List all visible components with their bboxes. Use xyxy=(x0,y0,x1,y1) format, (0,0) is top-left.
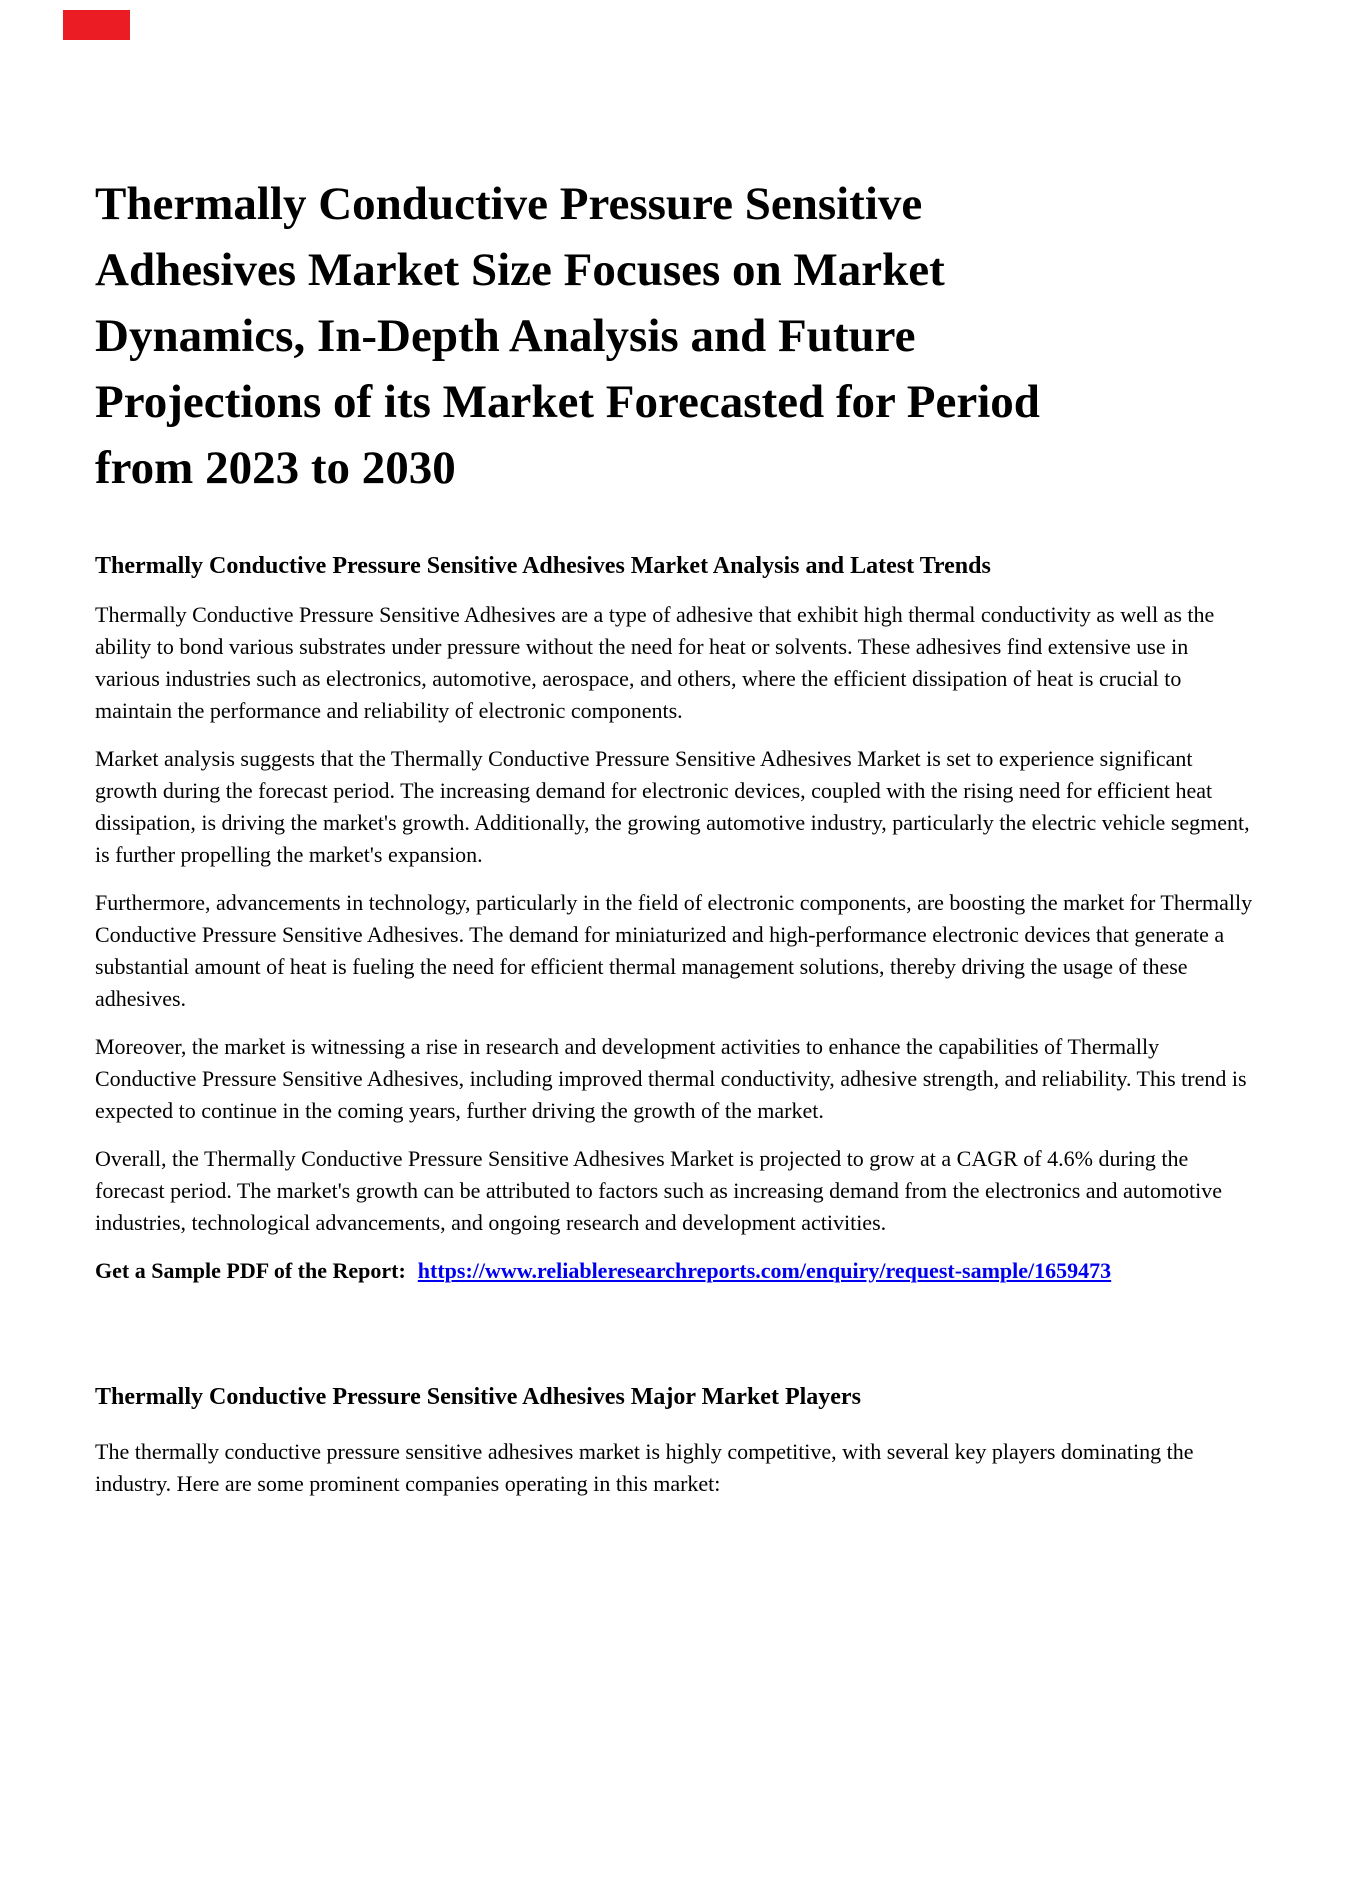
paragraph-cagr-growth: Overall, the Thermally Conductive Pressure Sensitive Adhesives Market is projected to grow at a CAGR of 4.6% during the forecast period. The market's growth can be attributed to factors such as increasing demand from the electronics and automotive industries, technological advancements, and ongoing research and development activities. xyxy=(95,1146,1222,1235)
section-heading-analysis-trends: Thermally Conductive Pressure Sensitive Adhesives Market Analysis and Latest Trends xyxy=(95,553,991,579)
paragraph-technology-advancements: Furthermore, advancements in technology, particularly in the field of electronic components, are boosting the market for Thermally Conductive Pressure Sensitive Adhesives. The demand for miniaturized and high-performance electronic devices that generate a substantial amount of heat is fueling the need for efficient thermal management solutions, thereby driving the usage of these adhesives. xyxy=(95,890,1253,1011)
paragraph-market-analysis: Market analysis suggests that the Thermally Conductive Pressure Sensitive Adhesives Market is set to experience significant growth during the forecast period. The increasing demand for electronic devices, coupled with the rising need for efficient heat dissipation, is driving the market's growth. Additionally, the growing automotive industry, particularly the electric vehicle segment, is further propelling the market's expansion. xyxy=(95,746,1250,867)
section-heading-major-market-players: Thermally Conductive Pressure Sensitive Adhesives Major Market Players xyxy=(95,1384,861,1410)
paragraph-market-players: The thermally conductive pressure sensitive adhesives market is highly competitive, with several key players dominating the industry. Here are some prominent companies operating in this market: xyxy=(95,1439,1194,1496)
sample-report-cta xyxy=(95,1255,1255,1287)
page-title xyxy=(95,171,1255,501)
sample-report-label: Get a Sample PDF of the Report: xyxy=(95,1258,406,1283)
paragraph-overview: Thermally Conductive Pressure Sensitive Adhesives are a type of adhesive that exhibit high thermal conductivity as well as the ability to bond various substrates under pressure without the need for heat or solvents. These adhesives find extensive use in various industries such as electronics, automotive, aerospace, and others, where the efficient dissipation of heat is crucial to maintain the performance and reliability of electronic components. xyxy=(95,602,1215,723)
page-title-line: Projections of its Market Forecasted for Period xyxy=(95,376,1040,428)
page-title-line: Dynamics, In-Depth Analysis and Future xyxy=(95,310,916,362)
paragraph-research-development: Moreover, the market is witnessing a rise in research and development activities to enhance the capabilities of Thermally Conductive Pressure Sensitive Adhesives, including improved thermal conductivity, adhesive strength, and reliability. This trend is expected to continue in the coming years, further driving the growth of the market. xyxy=(95,1034,1247,1123)
page-title-line: Thermally Conductive Pressure Sensitive xyxy=(95,178,923,230)
article-content xyxy=(95,0,1255,1516)
page-title-line: Adhesives Market Size Focuses on Market xyxy=(95,244,945,296)
page-title-line: from 2023 to 2030 xyxy=(95,442,456,494)
sample-report-link[interactable]: https://www.reliableresearchreports.com/enquiry/request-sample/1659473 xyxy=(417,1258,1112,1283)
